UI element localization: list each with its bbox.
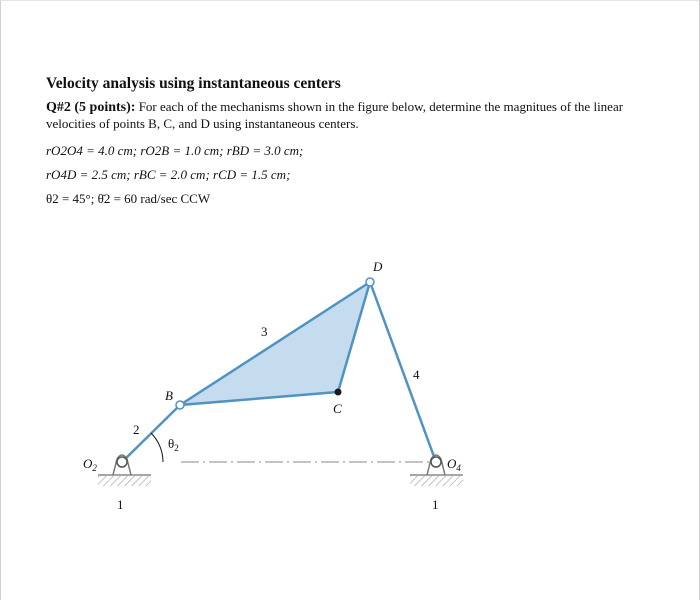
ground-left <box>98 475 151 486</box>
section-heading: Velocity analysis using instantaneous centers <box>46 75 341 92</box>
label-d: D <box>373 259 383 274</box>
coupler-link-3 <box>180 282 370 405</box>
joint-d <box>366 278 374 286</box>
given-angle-line: θ2 = 45°; θ̇2 = 60 rad/sec CCW <box>46 191 211 206</box>
label-link-4: 4 <box>413 367 420 382</box>
label-ground-left: 1 <box>117 497 124 512</box>
pivot-o4 <box>427 455 445 475</box>
label-o4: $O_4$ <box>447 456 461 473</box>
mechanism-diagram <box>1 1 700 601</box>
label-b: B <box>165 388 173 403</box>
label-link-3: 3 <box>261 324 268 339</box>
given-dimensions-line-1: rO2O4 = 4.0 cm; rO2B = 1.0 cm; rBD = 3.0 cm; <box>46 143 304 158</box>
given-dimensions-line-2: rO4D = 2.5 cm; rBC = 2.0 cm; rCD = 1.5 cm; <box>46 167 291 182</box>
rocker-link-4 <box>370 282 436 462</box>
label-c: C <box>333 401 342 416</box>
label-link-2: 2 <box>133 422 140 437</box>
point-c <box>335 389 342 396</box>
question-body: For each of the mechanisms shown in the figure below, determine the magnitues of the linear velocities of points B, C, and D using instantaneous centers. <box>46 99 624 131</box>
joint-b <box>176 401 184 409</box>
pivot-o2 <box>113 455 131 475</box>
ground-right <box>410 475 463 486</box>
label-ground-right: 1 <box>432 497 439 512</box>
angle-arc <box>151 433 163 462</box>
label-o2: $O_2$ <box>83 456 97 473</box>
label-theta2: $\theta_2$ <box>168 436 179 453</box>
question-label: Q#2 (5 points): <box>46 100 136 115</box>
